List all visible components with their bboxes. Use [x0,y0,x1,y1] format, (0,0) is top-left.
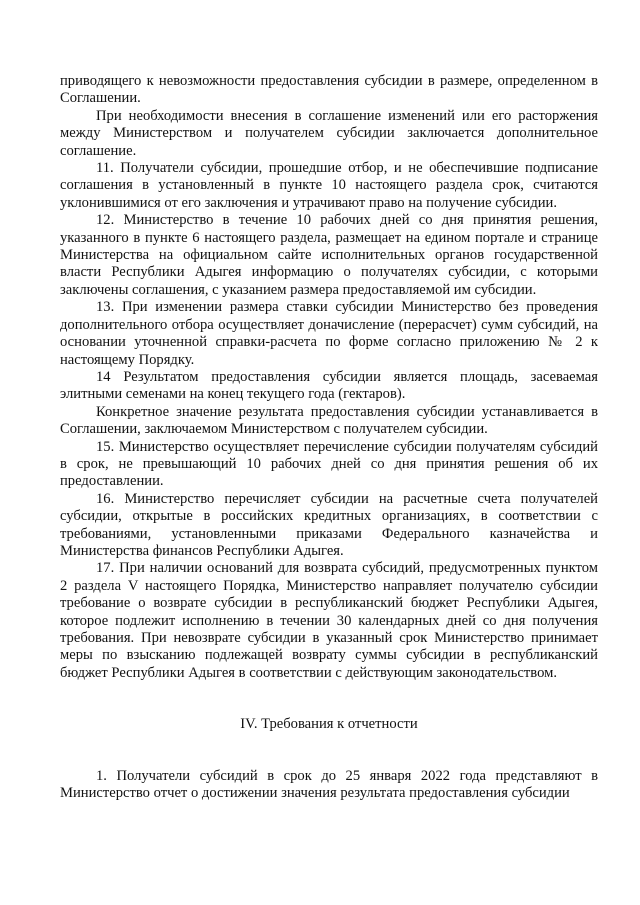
paragraph-item-16: 16. Министерство перечисляет субсидии на расчетные счета получателей субсидии, открытые в российских кредитных организациях, в соответствии с требованиями, установленными приказами Федерального казначейства и Министерства финансов Республики Адыгея. [60,490,598,559]
paragraph-item-11: 11. Получатели субсидии, прошедшие отбор, и не обеспечившие подписание соглашения в установленный в пункте 10 настоящего раздела срок, считаются уклонившимися от его заключения и утрачивают право на получение субсидии. [60,160,598,211]
paragraph-section-iv-item-1: 1. Получатели субсидий в срок до 25 января 2022 года представляют в Министерство отчет о достижении значения результата предоставления субсидии [60,767,598,802]
paragraph-agreement-changes: При необходимости внесения в соглашение изменений или его расторжения между Министерством и получателем субсидии заключается дополнительное соглашение. [60,107,598,159]
paragraph-continuation: приводящего к невозможности предоставления субсидии в размере, определенном в Соглашении. [60,73,598,107]
paragraph-result-value: Конкретное значение результата предоставления субсидии устанавливается в Соглашении, заключаемом Министерством с получателем субсидии. [60,403,598,438]
paragraph-item-15: 15. Министерство осуществляет перечисление субсидии получателям субсидий в срок, не превышающий 10 рабочих дней со дня принятия решения об их предоставлении. [60,438,598,490]
paragraph-item-12: 12. Министерство в течение 10 рабочих дней со дня принятия решения, указанного в пункте 6 настоящего раздела, размещает на едином портале и странице Министерства на официальном сайте исполнительных органов государственной власти Республики Адыгея информацию о получателях субсидии, с которыми заключены соглашения, с указанием размера предоставляемой им субсидии. [60,212,598,298]
section-heading: IV. Требования к отчетности [240,716,418,733]
paragraph-item-17: 17. При наличии оснований для возврата субсидий, предусмотренных пунктом 2 раздела V настоящего Порядка, Министерство направляет получателю субсидии требование о возврате субсидии в республиканский бюджет Республики Адыгея, которое подлежит исполнению в течении 30 календарных дней со дня получения требования. При невозврате субсидии в указанный срок Министерство принимает меры по взысканию подлежащей возврату суммы субсидии в республиканский бюджет Республики Адыгея в соответствии с действующим законодательством. [60,560,598,681]
paragraph-item-13: 13. При изменении размера ставки субсидии Министерство без проведения дополнительного отбора осуществляет доначисление (перерасчет) сумм субсидий, на основании уточненной справки-расчета по форме согласно приложению № 2 к настоящему Порядку. [60,299,598,368]
document-page [60,73,598,802]
paragraph-item-14: 14 Результатом предоставления субсидии является площадь, засеваемая элитными семенами на конец текущего года (гектаров). [60,368,598,403]
